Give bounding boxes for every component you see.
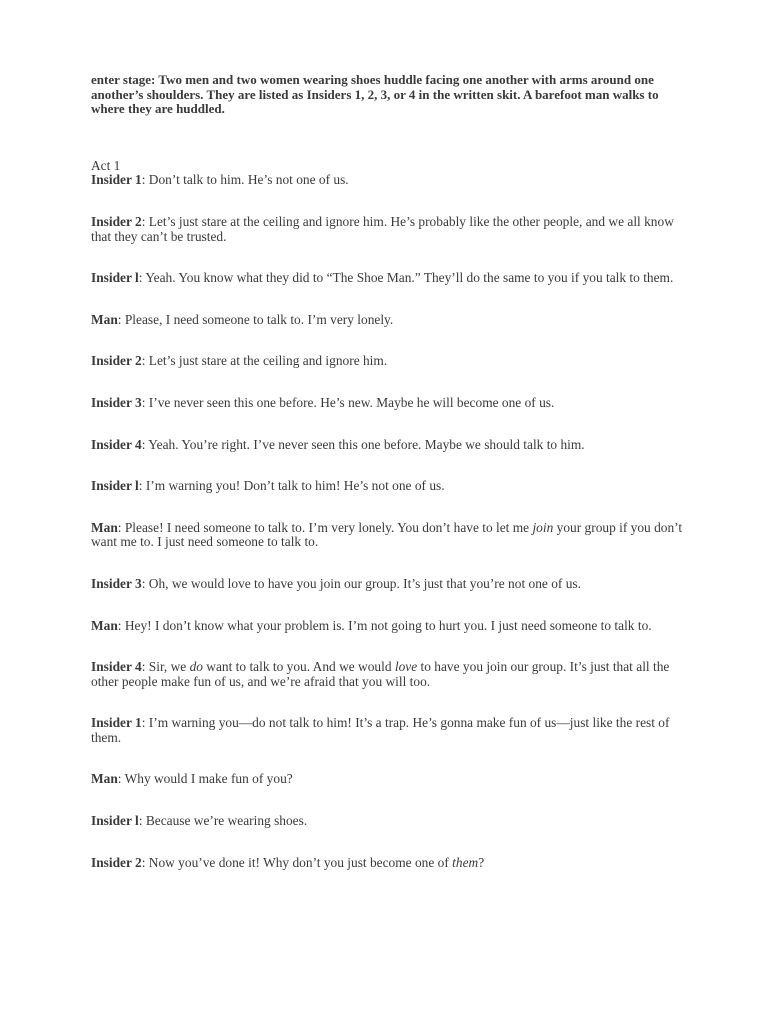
line-text: : Let’s just stare at the ceiling and ignore him. He’s probably like the other people, and we all know that they can’t be trusted. xyxy=(91,213,674,244)
speaker-name: Insider 3 xyxy=(91,394,142,410)
speaker-name: Insider l xyxy=(91,813,139,829)
speaker-name: Insider l xyxy=(91,270,139,286)
line-text: want to talk to you. And we would xyxy=(202,659,395,675)
line-text: to have you join our group. It’s just that all the other people make fun of us, and we’re afraid that you will too. xyxy=(91,659,670,689)
emphasized-text: join xyxy=(532,519,554,535)
dialogue-line xyxy=(91,716,691,745)
speaker-name: Insider 4 xyxy=(91,659,142,675)
dialogue-line xyxy=(91,354,691,369)
line-text: : I’m warning you—do not talk to him! It’s a trap. He’s gonna make fun of us—just like the rest of them. xyxy=(91,715,670,745)
speaker-name: Insider 2 xyxy=(91,353,142,369)
speaker-name: Insider 2 xyxy=(91,213,142,229)
line-text: : Please, I need someone to talk to. I’m very lonely. xyxy=(117,311,394,327)
dialogue-line xyxy=(91,215,691,244)
line-text: : I’m warning you! Don’t talk to him! He’s not one of us. xyxy=(138,478,445,494)
dialogue-line xyxy=(91,814,691,829)
dialogue-line xyxy=(91,856,691,871)
line-text: : Sir, we xyxy=(141,659,190,675)
line-text: your group if you don’t want me to. I just need someone to talk to. xyxy=(91,519,683,550)
speaker-name: Insider 2 xyxy=(91,854,142,870)
emphasized-text: them xyxy=(452,854,479,870)
line-text: : I’ve never seen this one before. He’s new. Maybe he will become one of us. xyxy=(141,394,555,410)
dialogue-line xyxy=(91,521,691,550)
line-text: : Don’t talk to him. He’s not one of us. xyxy=(141,172,349,188)
speaker-name: Insider 1 xyxy=(91,172,142,188)
stage-direction: enter stage: Two men and two women wearing shoes huddle facing one another with arms around one another’s shoulders. They are listed as Insiders 1, 2, 3, or 4 in the written skit. A barefoot man walks to where they are huddled. xyxy=(91,72,659,117)
speaker-name: Man xyxy=(91,519,118,535)
line-text: : Please! I need someone to talk to. I’m very lonely. You don’t have to let me xyxy=(117,519,533,535)
line-text: ? xyxy=(478,854,485,870)
dialogue-line xyxy=(91,619,691,634)
line-text: : Yeah. You’re right. I’ve never seen this one before. Maybe we should talk to him. xyxy=(141,436,585,452)
line-text: : Because we’re wearing shoes. xyxy=(138,813,308,829)
dialogue-line xyxy=(91,173,691,188)
line-text: : Oh, we would love to have you join our group. It’s just that you’re not one of us. xyxy=(141,575,581,591)
dialogue-line xyxy=(91,313,691,328)
act-block xyxy=(91,159,691,870)
dialogue-list xyxy=(91,173,691,870)
dialogue-line xyxy=(91,271,691,286)
speaker-name: Man xyxy=(91,771,118,787)
speaker-name: Insider 1 xyxy=(91,715,142,731)
speaker-name: Insider 4 xyxy=(91,436,142,452)
act-title: Act 1 xyxy=(91,157,121,173)
dialogue-line xyxy=(91,396,691,411)
dialogue-line xyxy=(91,438,691,453)
line-text: : Let’s just stare at the ceiling and ignore him. xyxy=(141,353,388,369)
speaker-name: Insider 3 xyxy=(91,575,142,591)
speaker-name: Insider l xyxy=(91,478,139,494)
speaker-name: Man xyxy=(91,617,118,633)
dialogue-line xyxy=(91,772,691,787)
emphasized-text: do xyxy=(189,659,203,675)
line-text: : Hey! I don’t know what your problem is. I’m not going to hurt you. I just need someone to talk to. xyxy=(117,617,652,633)
speaker-name: Man xyxy=(91,311,118,327)
dialogue-line xyxy=(91,577,691,592)
line-text: : Why would I make fun of you? xyxy=(117,771,293,787)
emphasized-text: love xyxy=(394,659,418,675)
line-text: : Yeah. You know what they did to “The Shoe Man.” They’ll do the same to you if you talk to them. xyxy=(138,270,674,286)
script-page xyxy=(91,73,691,897)
dialogue-line xyxy=(91,660,691,689)
line-text: : Now you’ve done it! Why don’t you just become one of xyxy=(141,854,453,870)
dialogue-line xyxy=(91,479,691,494)
